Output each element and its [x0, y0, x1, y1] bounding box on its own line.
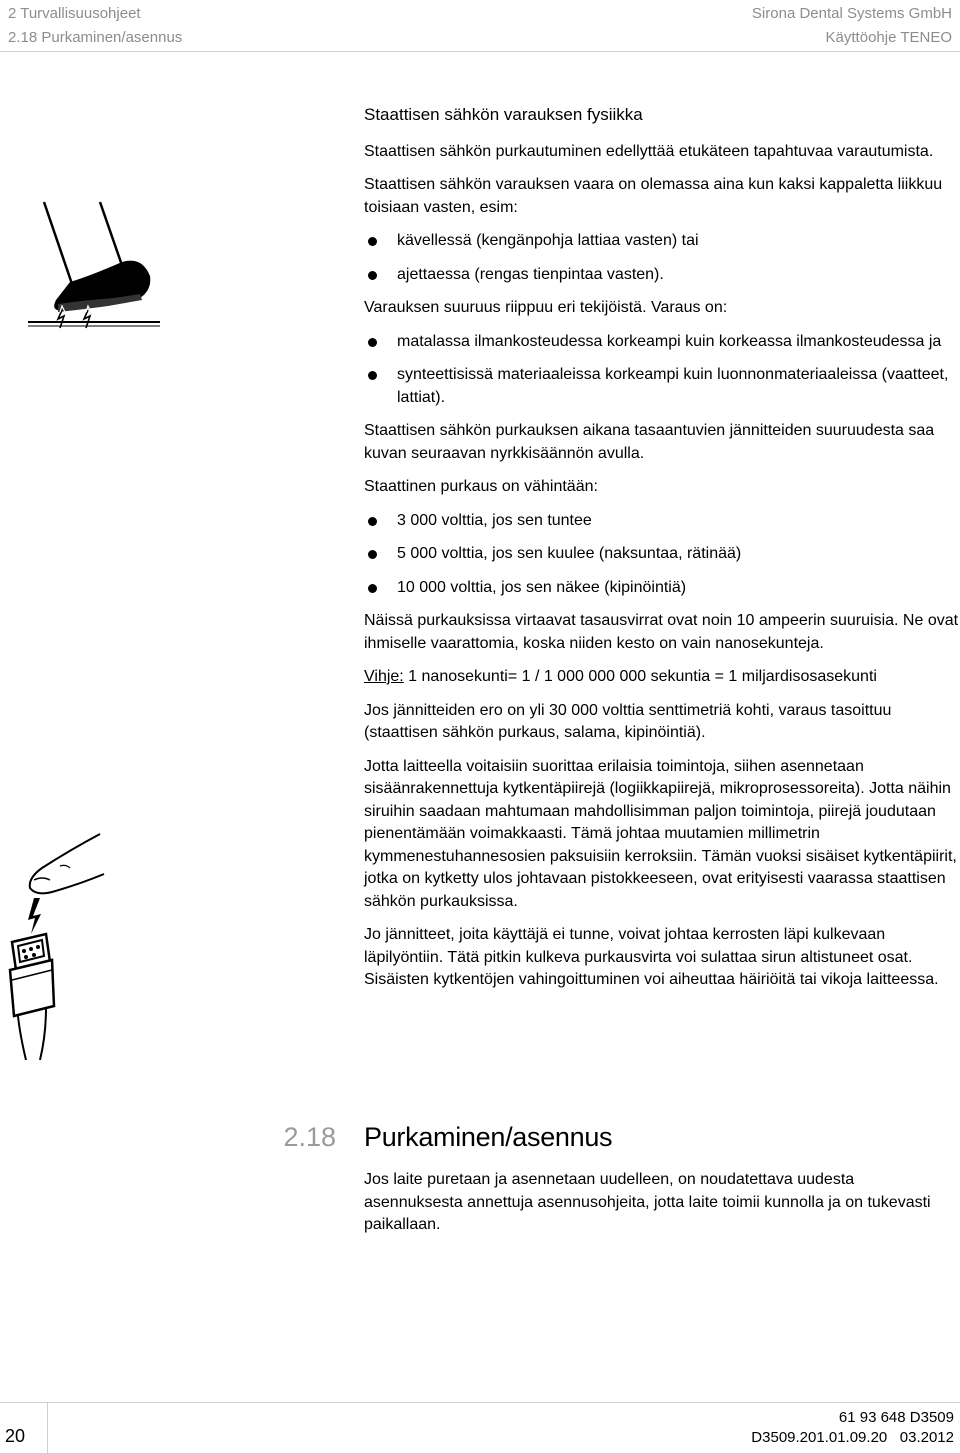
physics-section: [364, 104, 960, 1003]
bullet-icon: [368, 271, 377, 280]
list-item: 5 000 volttia, jos sen kuulee (naksuntaa, rätinää): [364, 543, 960, 566]
list-item: matalassa ilmankosteudessa korkeampi kuin korkeassa ilmankosteudessa ja: [364, 331, 960, 354]
physics-currents: Näissä purkauksissa virtaavat tasausvirrat ovat noin 10 ampeerin suuruisia. Ne ovat ihmiselle vaarattomia, koska niiden kesto on vain nanosekunteja.: [364, 612, 959, 652]
physics-heading: Staattisen sähkön varauksen fysiikka: [364, 105, 643, 124]
hint: [364, 666, 960, 689]
shoe-static-icon: [28, 200, 160, 332]
page-header: [0, 0, 960, 52]
list-item: 3 000 volttia, jos sen tuntee: [364, 510, 960, 533]
risk-examples-list: [364, 230, 960, 286]
section-number: 2.18: [283, 1122, 336, 1152]
bullet-icon: [368, 371, 377, 380]
footer-doc-code-date: [751, 1428, 954, 1448]
page-number: 20: [5, 1426, 26, 1446]
finger-connector-spark-icon: [0, 830, 110, 1060]
voltage-list: [364, 510, 960, 600]
header-chapter: 2 Turvallisuusohjeet: [8, 5, 141, 22]
section-body: Jos laite puretaan ja asennetaan uudelleen, on noudatettava uudesta asennuksesta annettuja asennusohjeita, jotta laite toimii kunnolla ja on tukevasti paikallaan.: [364, 1171, 931, 1233]
hint-label: Vihje:: [364, 668, 404, 685]
header-section: 2.18 Purkaminen/asennus: [8, 29, 183, 46]
bullet-icon: [368, 550, 377, 559]
header-divider: [0, 51, 960, 52]
factor-list: [364, 331, 960, 410]
header-company: Sirona Dental Systems GmbH: [751, 5, 952, 22]
header-manual: Käyttöohje TENEO: [825, 29, 952, 46]
footer-divider: [0, 1402, 960, 1403]
bullet-icon: [368, 338, 377, 347]
hint-text: 1 nanosekunti= 1 / 1 000 000 000 sekuntia = 1 miljardisosasekunti: [403, 668, 877, 685]
bullet-icon: [368, 237, 377, 246]
footer-doc-number: 61 93 648 D3509: [838, 1409, 954, 1426]
list-item: ajettaessa (rengas tienpintaa vasten).: [364, 264, 960, 287]
bullet-icon: [368, 517, 377, 526]
footer-page-divider: [47, 1402, 48, 1453]
section-title: Purkaminen/asennus: [364, 1122, 613, 1152]
physics-rule: Staattisen sähkön purkauksen aikana tasaantuvien jännitteiden suuruudesta saa kuvan seuraavan nyrkkisäännön avulla.: [364, 422, 935, 462]
list-item: kävellessä (kengänpohja lattiaa vasten) tai: [364, 230, 960, 253]
physics-difference: Jos jännitteiden ero on yli 30 000 volttia senttimetriä kohti, varaus tasoittuu (staattisen sähkön purkaus, salama, kipinöintiä).: [364, 701, 892, 741]
bullet-icon: [368, 584, 377, 593]
list-item: 10 000 volttia, jos sen näkee (kipinöintiä): [364, 577, 960, 600]
physics-minimum: Staattinen purkaus on vähintään:: [364, 478, 598, 495]
footer-date: 03.2012: [899, 1429, 954, 1446]
physics-risk: Staattisen sähkön varauksen vaara on olemassa aina kun kaksi kappaletta liikkuu toisiaan vasten, esim:: [364, 176, 943, 216]
list-item: synteettisissä materiaaleissa korkeampi kuin luonnonmateriaaleissa (vaatteet, lattiat).: [364, 364, 960, 409]
physics-chips: Jotta laitteella voitaisiin suorittaa erilaisia toimintoja, siihen asennetaan sisäänrakennettuja kytkentäpiirejä (logiikkapiirejä, mikroprosessoreita). Jotta näihin siruihin saadaan mahtumaan mahdollisimman paljon toimintoja, piirejä joudutaan pienentämään voimakkaasti. Tämä johtaa muutamien millimetrin kymmenestuhannesosien paksuisiin kerroksiin. Tämän vuoksi sisäiset kytkentäpiirit, jotka on kytketty ulos johtavaan pistokkeeseen, ovat erityisesti vaarassa staattisen sähkön purkauksissa.: [364, 757, 957, 910]
physics-factors: Varauksen suuruus riippuu eri tekijöistä. Varaus on:: [364, 299, 728, 316]
footer-doc-code: D3509.201.01.09.20: [751, 1429, 888, 1446]
physics-unnoticed: Jo jännitteet, joita käyttäjä ei tunne, voivat johtaa kerrosten läpi kulkevaan läpilyöntiin. Tätä pitkin kulkeva purkausvirta voi sulattaa sirun altistuneet osat. Sisäisten kytkentöjen vahingoittuminen voi aiheuttaa häiriöitä tai vikoja laitteessa.: [364, 926, 939, 988]
physics-intro: Staattisen sähkön purkautuminen edellyttää etukäteen tapahtuvaa varautumista.: [364, 142, 934, 160]
